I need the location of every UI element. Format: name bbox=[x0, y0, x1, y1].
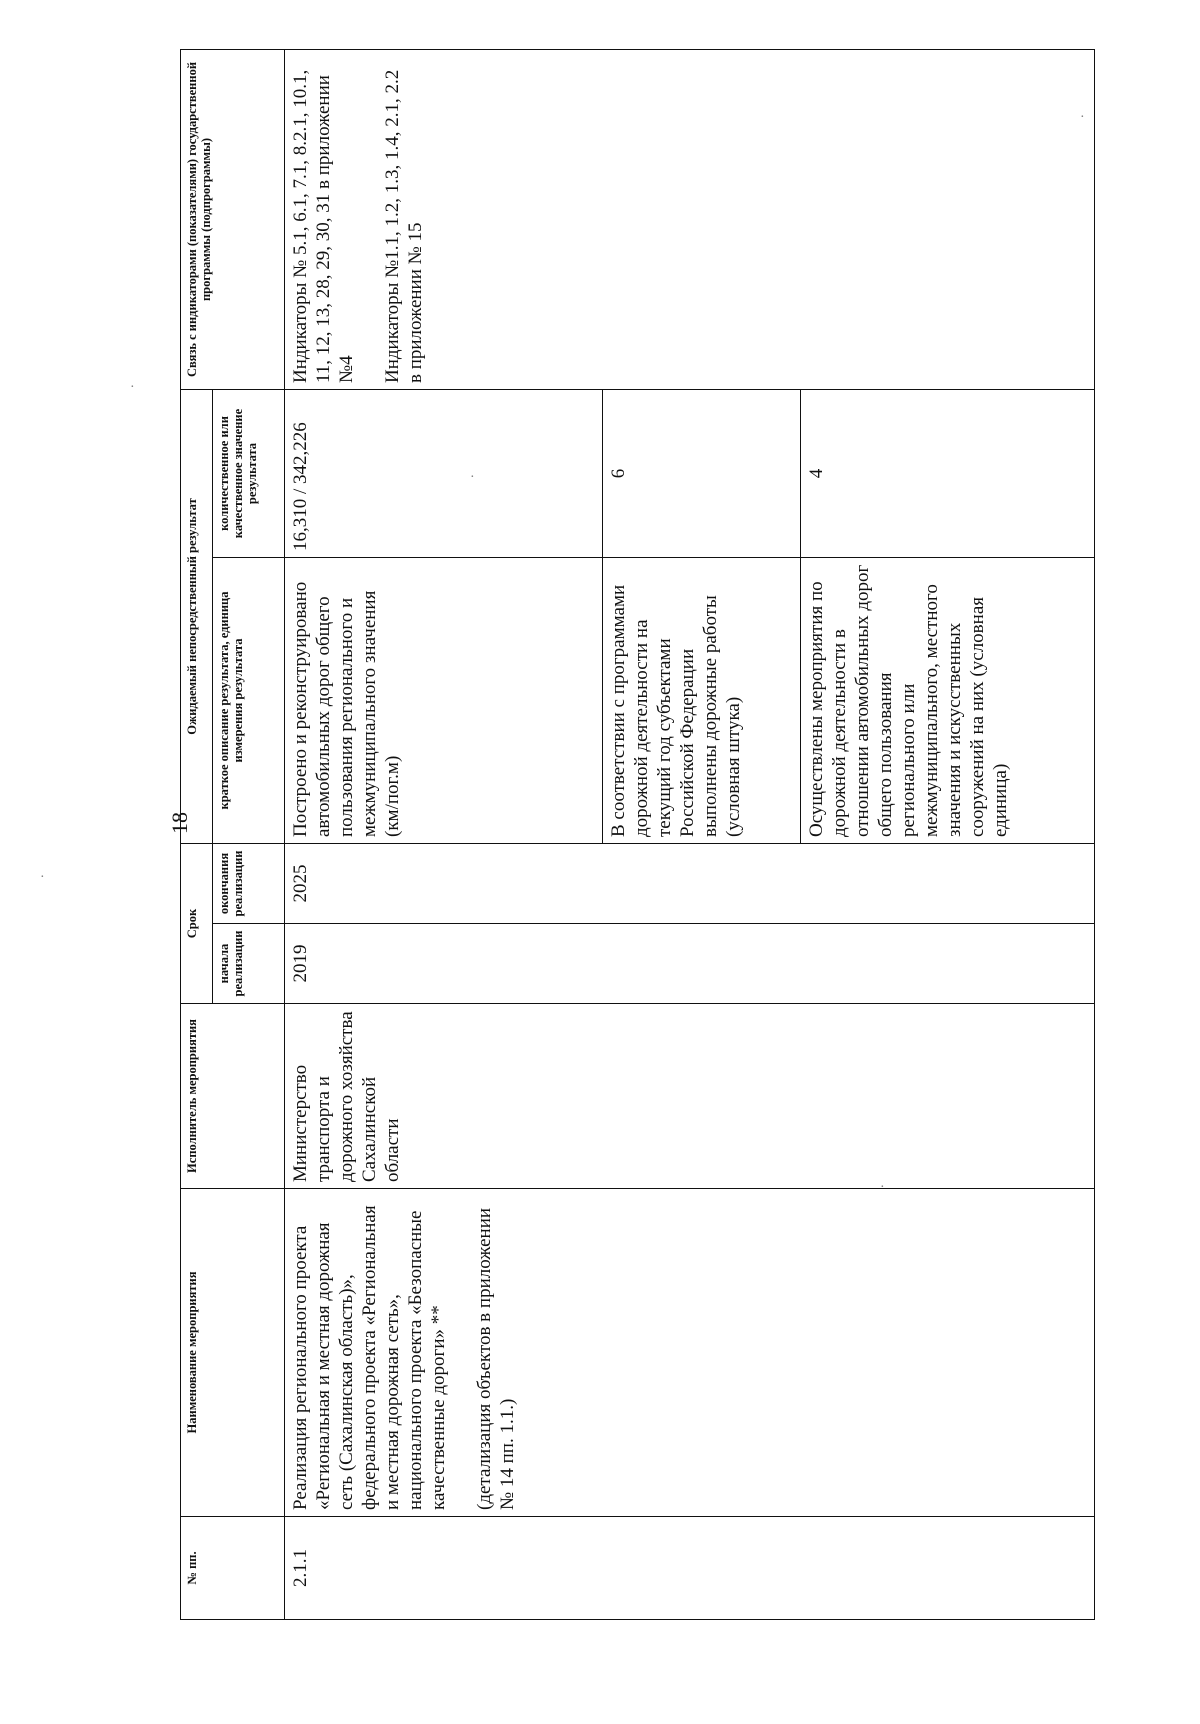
activity-name: Реализация регионального проекта «Региональная и местная дорожная сеть (Сахалинская область)», федерального проекта «Региональная и местная дорожная сеть», национального проекта «Безопасные качественные дороги» ** bbox=[290, 1205, 449, 1510]
header-name: Наименование мероприятия bbox=[181, 1189, 285, 1517]
page-number: 18 bbox=[167, 812, 192, 834]
header-row-top bbox=[181, 50, 213, 1620]
header-link: Связь с индикаторами (показателями) государственной программы (подпрограммы) bbox=[181, 50, 285, 390]
header-executor: Исполнитель мероприятия bbox=[181, 1004, 285, 1189]
scan-speck: · bbox=[470, 470, 475, 485]
activity-name-cell bbox=[285, 1189, 1095, 1517]
scan-speck: · bbox=[880, 1180, 885, 1195]
indicators-link-cell bbox=[285, 50, 1095, 390]
end-year-cell: 2025 bbox=[285, 844, 1095, 924]
result-value-3: 4 bbox=[801, 390, 1095, 558]
header-result-desc: краткое описание результата, единица измерения результата bbox=[213, 558, 285, 844]
header-result-value: количественное или качественное значение результата bbox=[213, 390, 285, 558]
rotated-table-wrapper bbox=[180, 50, 1095, 1620]
result-value-1: 16,310 / 342,226 bbox=[285, 390, 603, 558]
header-term-start: начала реализации bbox=[213, 924, 285, 1004]
indicators-link-1: Индикаторы № 5.1, 6.1, 7.1, 8.2.1, 10.1, 11, 12, 13, 28, 29, 30, 31 в приложении №4 bbox=[290, 69, 357, 383]
result-desc-1: Построено и реконструировано автомобильных дорог общего пользования регионального и межмуниципального значения (км/пог.м) bbox=[285, 558, 603, 844]
header-result: Ожидаемый непосредственный результат bbox=[181, 390, 213, 844]
scan-speck: · bbox=[1080, 110, 1085, 125]
start-year-cell: 2019 bbox=[285, 924, 1095, 1004]
executor-cell: Министерство транспорта и дорожного хозяйства Сахалинской области bbox=[285, 1004, 1095, 1189]
row-number: 2.1.1 bbox=[285, 1517, 1095, 1620]
scan-speck: · bbox=[40, 870, 45, 885]
indicators-link-2: Индикаторы №1.1, 1.2, 1.3, 1.4, 2.1, 2.2 в приложении № 15 bbox=[382, 69, 426, 383]
scan-speck: · bbox=[130, 380, 135, 395]
result-desc-3: Осуществлены мероприятия по дорожной деятельности в отношении автомобильных дорог общего пользования регионального или межмуниципального, местного значения и искусственных сооружений на них (условная единица) bbox=[801, 558, 1095, 844]
result-desc-2: В соответствии с программами дорожной деятельности на текущий год субъектами Российской Федерации выполнены дорожные работы (условная штука) bbox=[603, 558, 801, 844]
table-row bbox=[285, 50, 603, 1620]
activities-table bbox=[180, 49, 1095, 1620]
result-value-2: 6 bbox=[603, 390, 801, 558]
header-term: Срок bbox=[181, 844, 213, 1004]
header-num: № пп. bbox=[181, 1517, 285, 1620]
header-term-end: окончания реализации bbox=[213, 844, 285, 924]
activity-name-note: (детализация объектов в приложении № 14 пп. 1.1.) bbox=[474, 1207, 518, 1510]
